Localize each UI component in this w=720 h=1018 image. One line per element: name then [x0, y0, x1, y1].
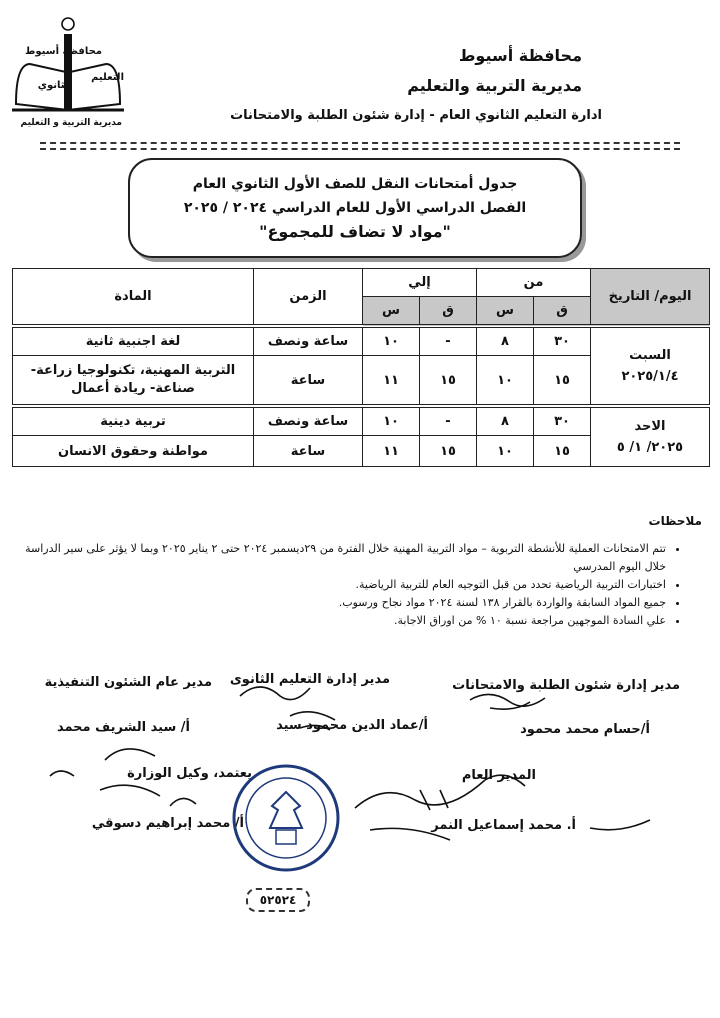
signature-name-undersecretary: أ/ محمد إبراهيم دسوقي	[91, 816, 244, 831]
from-q-cell: ٣٠	[534, 326, 591, 356]
subject-cell: لغة اجنبية ثانية	[13, 326, 254, 356]
to-q-cell: ١٥	[420, 436, 477, 467]
logo-book-text-2: الثانوي	[37, 80, 72, 91]
directorate-name: مديرية التربية والتعليم	[407, 76, 582, 95]
logo-top-text: محافظة أسيوط	[25, 46, 102, 57]
header-to-q: ق	[420, 297, 477, 327]
logo-bottom-text: مديرية التربية و التعليم	[20, 118, 122, 128]
signature-title-undersecretary: يعتمد، وكيل الوزارة	[127, 766, 252, 781]
to-s-cell: ١١	[363, 436, 420, 467]
list-item: • جميع المواد السابقة والواردة بالقرار ١٣٨ لسنة ٢٠٢٤ مواد نجاح ورسوب.	[12, 594, 666, 612]
from-q-cell: ٣٠	[534, 406, 591, 436]
list-item: • اختبارات التربية الرياضية تحدد من قبل التوجيه العام للتربية الرياضية.	[12, 576, 666, 594]
to-q-cell: -	[420, 406, 477, 436]
signature-title-secondary-education: مدير إدارة التعليم الثانوى	[229, 672, 390, 687]
duration-cell: ساعة ونصف	[254, 406, 363, 436]
subject-cell: مواطنة وحقوق الانسان	[13, 436, 254, 467]
duration-cell: ساعة	[254, 436, 363, 467]
to-s-cell: ١٠	[363, 326, 420, 356]
from-q-cell: ١٥	[534, 436, 591, 467]
list-item: • تتم الامتحانات العملية للأنشطة التربوية – مواد التربية المهنية خلال الفترة من ٢٩ديسمبر ٢٠٢٤ حتى ٢ يناير ٢٠٢٥ وبما لا يؤثر على سير الدراسة خلال اليوم المدرسي	[12, 540, 666, 576]
header-subject: المادة	[13, 269, 254, 327]
from-s-cell: ١٠	[477, 356, 534, 407]
governorate-name: محافظة أسيوط	[458, 46, 582, 65]
signature-name-executive-affairs: أ/ سيد الشريف محمد	[56, 720, 190, 735]
header-to-s: س	[363, 297, 420, 327]
to-q-cell: ١٥	[420, 356, 477, 407]
notes-heading: ملاحظات	[648, 514, 702, 528]
header-date: اليوم/ التاريخ	[591, 269, 710, 327]
official-stamp-icon	[230, 762, 342, 874]
to-q-cell: -	[420, 326, 477, 356]
day-date: ٢٠٢٥/ ١/ ٥	[616, 440, 684, 455]
header-from-q: ق	[534, 297, 591, 327]
day-name: الاحد	[634, 419, 666, 434]
from-s-cell: ٨	[477, 406, 534, 436]
title-line-2: الفصل الدراسي الأول للعام الدراسي ٢٠٢٤ / ٢٠٢٥	[183, 200, 527, 216]
header-from: من	[477, 269, 591, 297]
title-line-3: "مواد لا تضاف للمجموع"	[259, 222, 451, 241]
signature-name-general-director: أ. محمد إسماعيل النمر	[431, 818, 576, 833]
signature-name-students-affairs: أ/حسام محمد محمود	[520, 722, 650, 737]
list-item: • علي السادة الموجهين مراجعة نسبة ١٠ % من اوراق الاجابة.	[12, 612, 666, 630]
signature-title-general-director: المدير العام	[461, 768, 536, 783]
signature-title-students-affairs: مدير إدارة شئون الطلبة والامتحانات	[452, 678, 680, 693]
header-from-s: س	[477, 297, 534, 327]
day-date: ٢٠٢٥/١/٤	[621, 369, 679, 384]
signature-title-executive-affairs: مدير عام الشئون التنفيذية	[44, 675, 212, 690]
header-duration: الزمن	[254, 269, 363, 327]
department-name: ادارة التعليم الثانوي العام - إدارة شئون الطلبة والامتحانات	[230, 108, 602, 123]
header-to: إلي	[363, 269, 477, 297]
subject-cell: تربية دينية	[13, 406, 254, 436]
subject-cell: التربية المهنية، تكنولوجيا زراعة- صناعة- ريادة أعمال	[13, 356, 254, 407]
from-s-cell: ٨	[477, 326, 534, 356]
title-line-1: جدول أمتحانات النقل للصف الأول الثانوي العام	[192, 176, 518, 192]
day-name: السبت	[629, 348, 671, 363]
duration-cell: ساعة	[254, 356, 363, 407]
signature-name-secondary-education: أ/عماد الدين محمود سيد	[276, 718, 428, 733]
to-s-cell: ١٠	[363, 406, 420, 436]
duration-cell: ساعة ونصف	[254, 326, 363, 356]
stamp-serial-number: ٥٢٥٢٤	[246, 888, 310, 912]
from-q-cell: ١٥	[534, 356, 591, 407]
logo-book-text-1: التعليم	[91, 72, 124, 83]
from-s-cell: ١٠	[477, 436, 534, 467]
to-s-cell: ١١	[363, 356, 420, 407]
